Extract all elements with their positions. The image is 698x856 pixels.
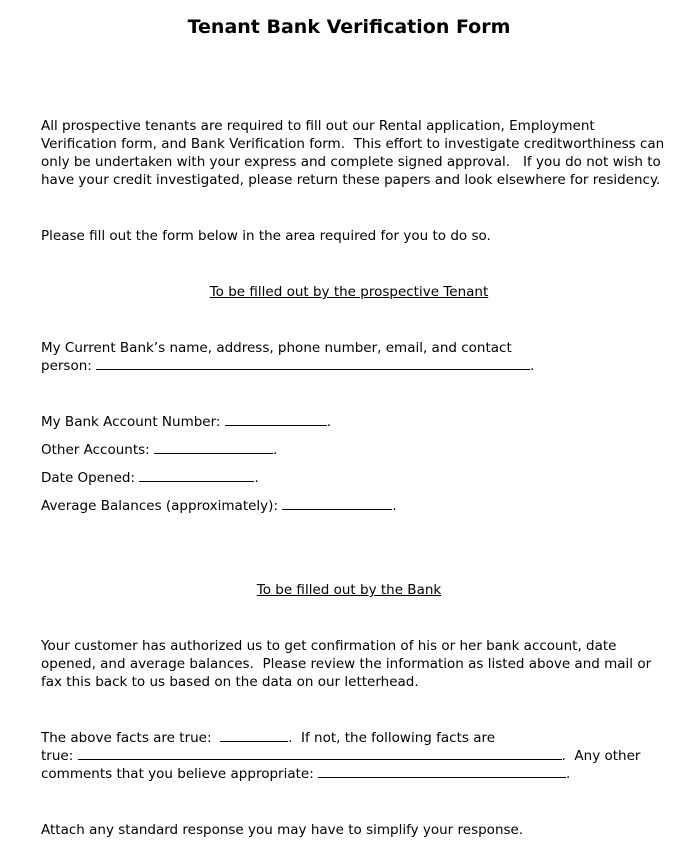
- bank-body-line-2: opened, and average balances. Please review the information as listed above and mail or: [41, 656, 652, 672]
- period: .: [530, 358, 535, 374]
- closing-text: Attach any standard response you may have to simplify your response.: [41, 822, 524, 838]
- bank-section-heading-text: To be filled out by the Bank: [256, 582, 442, 598]
- other-accounts-row: [41, 441, 277, 459]
- bank-info-line-1: My Current Bank’s name, address, phone number, email, and contact: [41, 340, 512, 356]
- comments-blank[interactable]: [318, 765, 566, 778]
- bank-info-blank[interactable]: [96, 357, 530, 370]
- bank-body-line-3: fax this back to us based on the data on our letterhead.: [41, 674, 419, 690]
- bank-info-line-2: [41, 357, 534, 375]
- true-label: true:: [41, 748, 78, 764]
- account-number-row: [41, 413, 331, 431]
- form-title: Tenant Bank Verification Form: [187, 16, 511, 38]
- true-facts-blank[interactable]: [78, 747, 562, 760]
- other-accounts-label: Other Accounts:: [41, 442, 155, 458]
- true-facts-row: [41, 747, 640, 765]
- facts-not-text: . If not, the following facts are: [288, 730, 496, 746]
- period: .: [273, 442, 278, 458]
- date-opened-row: [41, 469, 259, 487]
- intro-line-3: only be undertaken with your express and complete signed approval. If you do not wish to: [41, 154, 661, 170]
- account-number-label: My Bank Account Number:: [41, 414, 225, 430]
- average-balances-row: [41, 497, 397, 515]
- date-opened-blank[interactable]: [139, 469, 254, 482]
- other-accounts-blank[interactable]: [154, 441, 273, 454]
- account-number-blank[interactable]: [225, 413, 327, 426]
- average-balances-blank[interactable]: [282, 497, 392, 510]
- period: .: [566, 766, 571, 782]
- facts-true-row: [41, 729, 495, 747]
- bank-body-line-1: Your customer has authorized us to get confirmation of his or her bank account, date: [41, 638, 617, 654]
- tenant-section-heading-text: To be filled out by the prospective Tenant: [209, 284, 489, 300]
- intro-line-2: Verification form, and Bank Verification form. This effort to investigate creditworthiness can: [41, 136, 665, 152]
- intro-line-4: have your credit investigated, please return these papers and look elsewhere for residency.: [41, 172, 661, 188]
- average-balances-label: Average Balances (approximately):: [41, 498, 283, 514]
- bank-section-heading: [0, 581, 698, 599]
- facts-true-label: The above facts are true:: [41, 730, 221, 746]
- tenant-section-heading: [0, 283, 698, 301]
- date-opened-label: Date Opened:: [41, 470, 140, 486]
- comments-row: [41, 765, 570, 783]
- facts-true-blank[interactable]: [220, 729, 288, 742]
- intro-line-1: All prospective tenants are required to fill out our Rental application, Employment: [41, 118, 595, 134]
- instruction-text: Please fill out the form below in the area required for you to do so.: [41, 228, 491, 244]
- period: .: [392, 498, 397, 514]
- period: .: [254, 470, 259, 486]
- period: .: [326, 414, 332, 430]
- bank-info-person-label: person:: [41, 358, 97, 374]
- comments-label: comments that you believe appropriate:: [41, 766, 319, 782]
- any-other-text: . Any other: [561, 748, 641, 764]
